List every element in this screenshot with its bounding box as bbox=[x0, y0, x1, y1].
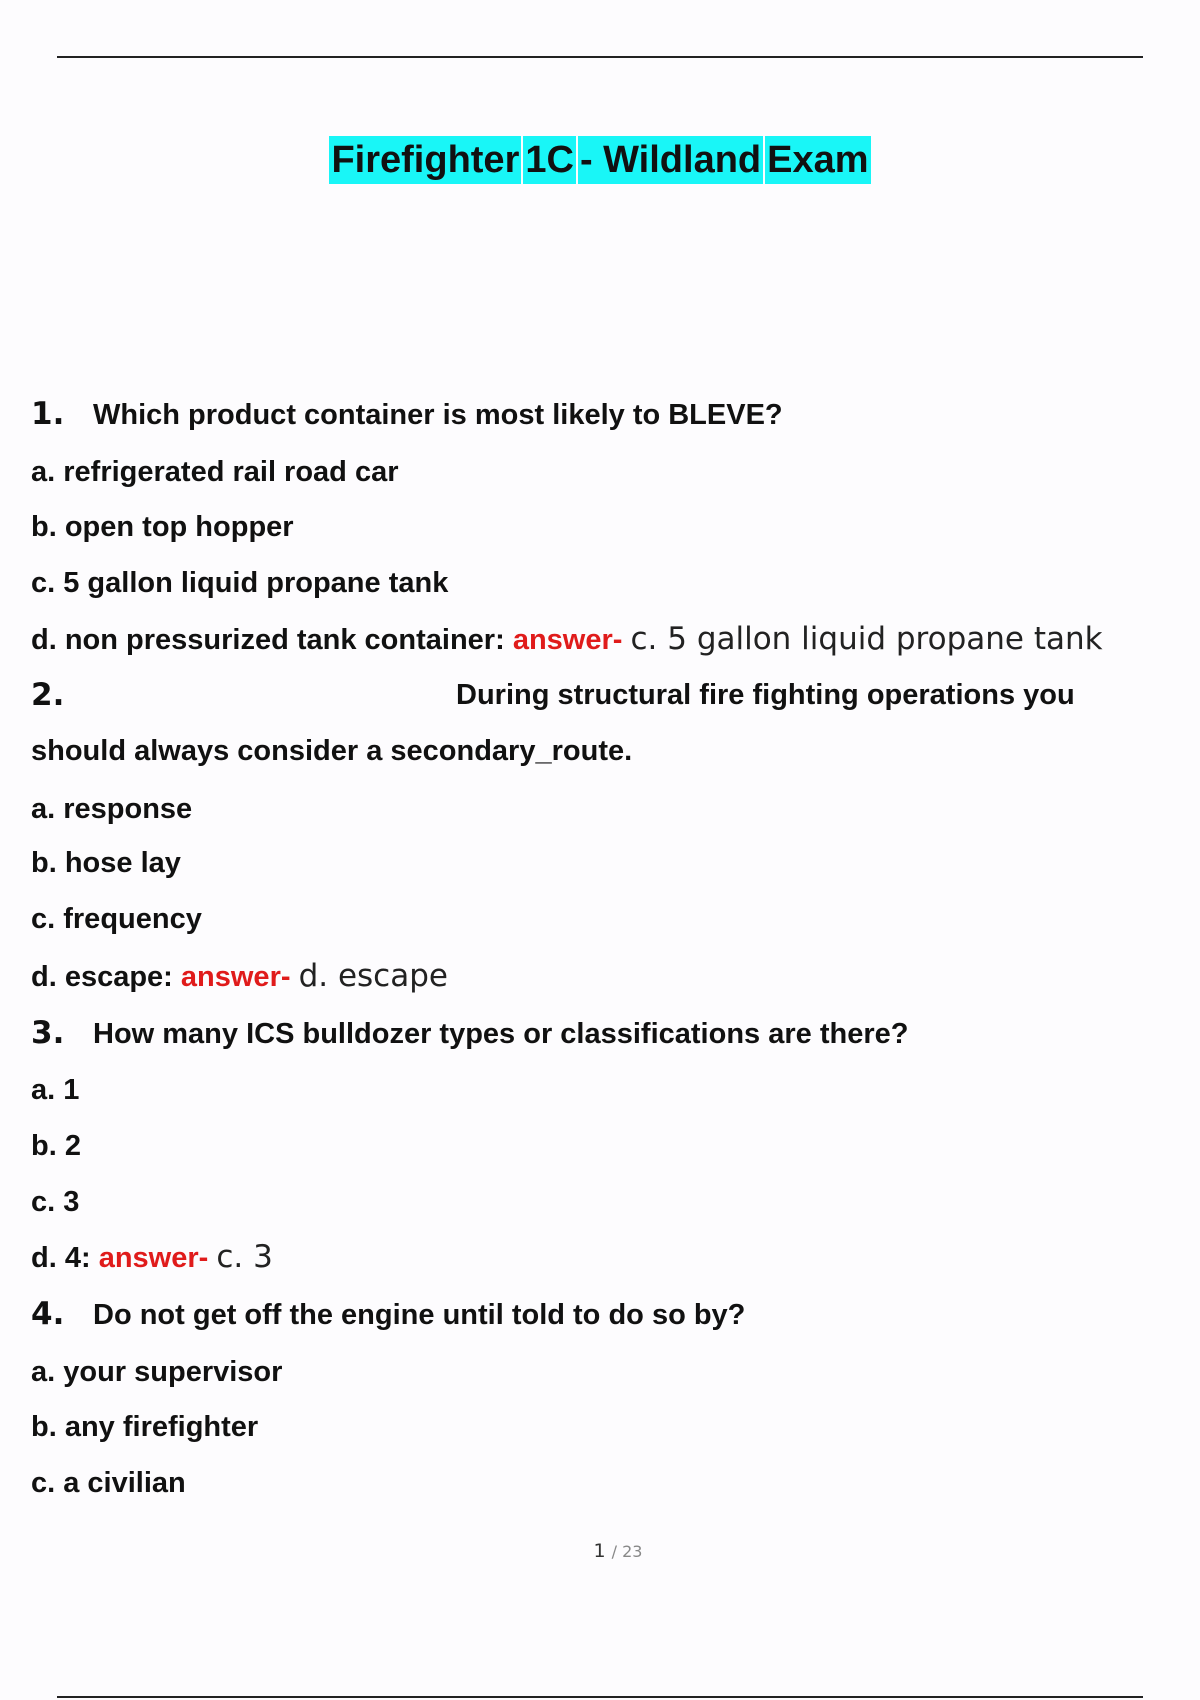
option-d: d. 4: bbox=[31, 1242, 91, 1274]
bottom-divider bbox=[57, 1696, 1143, 1698]
answer-value: d. escape bbox=[298, 958, 448, 994]
option-c: c. a civilian bbox=[31, 1467, 186, 1499]
question-1 bbox=[31, 396, 783, 433]
option-c: c. 3 bbox=[31, 1186, 80, 1218]
option-c: c. frequency bbox=[31, 903, 202, 935]
question-number: 3. bbox=[31, 1015, 65, 1051]
option-a: a. refrigerated rail road car bbox=[31, 456, 399, 488]
question-text: During structural fire fighting operations you bbox=[456, 679, 1075, 711]
document-title bbox=[0, 136, 1200, 184]
option-d-with-answer bbox=[31, 621, 1103, 658]
page-number bbox=[0, 1540, 1200, 1562]
title-word-2: 1C bbox=[523, 136, 576, 184]
answer-value: c. 5 gallon liquid propane tank bbox=[630, 621, 1103, 657]
answer-label: answer- bbox=[98, 1242, 209, 1274]
question-2 bbox=[31, 677, 1191, 714]
question-text: Which product container is most likely to BLEVE? bbox=[93, 399, 783, 431]
option-d: d. non pressurized tank container: bbox=[31, 624, 505, 656]
answer-label: answer- bbox=[512, 624, 623, 656]
total-pages: / 23 bbox=[611, 1542, 643, 1561]
option-d: d. escape: bbox=[31, 961, 173, 993]
option-d-with-answer bbox=[31, 1239, 273, 1276]
title-word-3: - Wildland bbox=[578, 136, 763, 184]
question-text: Do not get off the engine until told to do so by? bbox=[93, 1299, 746, 1331]
current-page: 1 bbox=[593, 1540, 606, 1562]
option-b: b. any firefighter bbox=[31, 1411, 259, 1443]
question-2-continued: should always consider a secondary_route. bbox=[31, 735, 633, 767]
question-number: 1. bbox=[31, 396, 65, 432]
option-a: a. response bbox=[31, 793, 193, 825]
title-word-1: Firefighter bbox=[329, 136, 521, 184]
option-a: a. your supervisor bbox=[31, 1356, 283, 1388]
question-number: 2. bbox=[31, 677, 65, 713]
option-b: b. open top hopper bbox=[31, 511, 294, 543]
title-word-4: Exam bbox=[765, 136, 870, 184]
option-b: b. 2 bbox=[31, 1130, 81, 1162]
top-divider bbox=[57, 56, 1143, 58]
option-c: c. 5 gallon liquid propane tank bbox=[31, 567, 449, 599]
answer-value: c. 3 bbox=[216, 1239, 273, 1275]
option-d-with-answer bbox=[31, 958, 448, 995]
question-3 bbox=[31, 1015, 908, 1052]
question-text: How many ICS bulldozer types or classifications are there? bbox=[93, 1018, 909, 1050]
question-number: 4. bbox=[31, 1296, 65, 1332]
option-b: b. hose lay bbox=[31, 847, 181, 879]
question-4 bbox=[31, 1296, 745, 1333]
option-a: a. 1 bbox=[31, 1074, 80, 1106]
answer-label: answer- bbox=[180, 961, 291, 993]
